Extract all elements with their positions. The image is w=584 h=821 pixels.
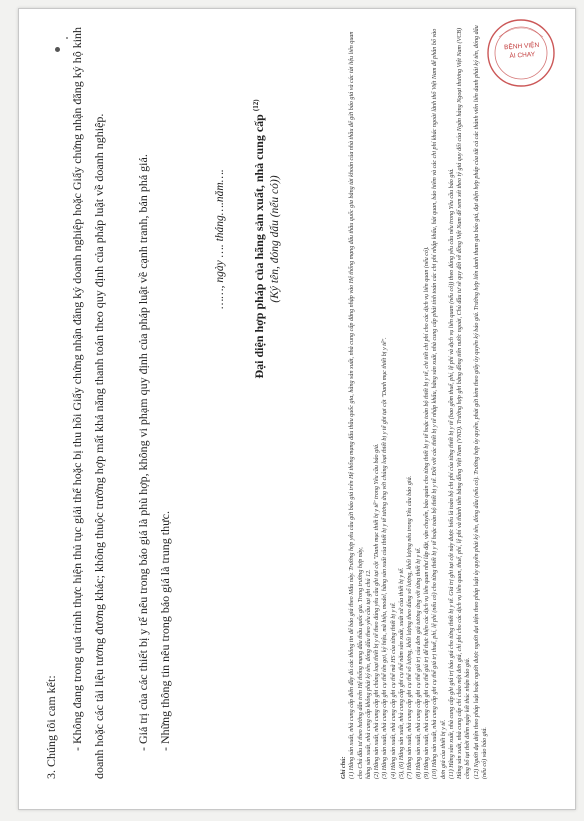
note-item: (2) Hãng sản xuất, nhà cung cấp ghi chủng loại thiết bị y tế theo đúng yêu cầu ghi tại cột "Danh mục thiết bị y tế" trong Yêu cầu báo giá. [374, 443, 381, 779]
stamp-line: ÀI CHAY [509, 51, 536, 60]
signature-title-text: Đại diện hợp pháp của hãng sản xuất, nhà cung cấp [252, 114, 266, 379]
commitment-heading: 3. Chúng tôi cam kết: [44, 675, 58, 779]
commitment-item: - Không đang trong quá trình thực hiện thủ tục giải thể hoặc bị thu hồi Giấy chứng nhận đăng ký doanh nghiệp hoặc Giấy chứng nhận đăng ký hộ kinh doanh hoặc các tài liệu tương đương khác; không thuộc trường hợp mất khả năng thanh toán theo quy định của pháp luật về doanh nghiệp. [70, 26, 106, 779]
note-item: (12) Người đại diện theo pháp luật hoặc người được người đại diện theo pháp luật ủy quyền phải ký tên, đóng dấu (nếu có). Trường hợp ủy quyền, phải gửi kèm theo giấy ủy quyền ký báo giá. Trường hợp liên danh tham gia báo giá, đại diện hợp pháp của tất cả các thành viên liên danh phải ký tên, đóng dấu (nếu có) vào báo giá. [473, 25, 489, 779]
note-item: (7) Hãng sản xuất, nhà cung cấp ghi cụ thể số lượng, khối lượng theo đúng số lượng, khối lượng nêu trong Yêu cầu báo giá. [407, 475, 414, 779]
note-item: (3) Hãng sản xuất, nhà cung cấp ghi cụ thể tên gọi, ký hiệu, mã hiệu, model, hãng sản xuất của thiết bị y tế tương ứng với chủng loại thiết bị y tế ghi tại cột "Danh mục thiết bị y tế". [382, 337, 389, 779]
signature-title [252, 74, 267, 404]
signature-block [214, 74, 281, 404]
note-item: (11) Hãng sản xuất, nhà cung cấp ghi giá trị báo giá cho từng thiết bị y tế. Giá trị ghi tại cột này được hiểu là toàn bộ chi phí của từng thiết bị y tế (bao gồm thuế, phí, lệ phí và dịch vụ liên quan (nếu có)) theo đúng yêu cầu nêu trong Yêu cầu báo giá. [448, 168, 455, 779]
note-item: (10) Hãng sản xuất, nhà cung cấp ghi cụ thể giá trị thuế, phí, lệ phí (nếu có) cho từng thiết bị y tế hoặc toàn bộ thiết bị y tế. Đối với các thiết bị y tế nhập khẩu, hãng sản xuất, nhà cung cấp phải tính toán các chi phí nhập khẩu, hải quan, bảo hiểm và các chi phí khác ngoài lãnh thổ Việt Nam để phân bổ vào đơn giá của thiết bị y tế. [432, 28, 447, 779]
note-item: (5), (6) Hãng sản xuất, nhà cung cấp ghi cụ thể năm sản xuất, xuất xứ của thiết bị y tế. [399, 567, 406, 779]
note-item: Hãng sản xuất, nhà cung cấp chỉ chào một đơn giá, chỉ phí cho các dịch vụ liên quan, thuế, phí, lệ phí và thành tiền bằng đồng Việt Nam (VND). Trường hợp ghi bằng đồng tiền nước ngoài, Chủ đầu tư sẽ quy đổi về đồng Việt Nam để xem xét theo tỷ giá quy đổi của Ngân hàng Ngoại thương Việt Nam (VCB) công bố tại thời điểm ngày kết thúc nhận báo giá. [457, 27, 472, 779]
note-item: (9) Hãng sản xuất, nhà cung cấp ghi cụ thể giá trị để thực hiện các dịch vụ liên quan như lắp đặt, vận chuyển, bảo quản cho từng thiết bị y tế hoặc toàn bộ thiết bị y tế, chi tiết chi phí cho các dịch vụ liên quan (nếu có). [423, 246, 430, 779]
note-item: (8) Hãng sản xuất, nhà cung cấp ghi cụ thể giá trị của đơn giá tương ứng với từng thiết bị y tế. [415, 547, 422, 779]
document-page [18, 8, 576, 810]
note-item: (4) Hãng sản xuất, nhà cung cấp ghi cụ thể mã HS của từng thiết bị y tế. [390, 602, 397, 779]
note-item: hãng sản xuất, nhà cung cấp không phải ký tên, đóng dấu theo yêu cầu tại ghi chú 12. [365, 569, 372, 779]
rotated-content [24, 14, 570, 804]
commitment-item: - Những thông tin nêu trong báo giá là trung thực. [158, 511, 172, 751]
notes-title: Ghi chú: [341, 756, 347, 779]
stamp-line: BỆNH VIỆN [503, 41, 540, 52]
commitment-item: - Giá trị của các thiết bị y tế nêu trong báo giá là phù hợp, không vi phạm quy định của pháp luật về cạnh tranh, bán phá giá. [136, 154, 150, 751]
signature-subtitle: (Ký tên, đóng dấu (nếu có)) [269, 175, 281, 303]
signature-title-note: (12) [252, 99, 260, 112]
signature-date: ……, ngày …. tháng….năm…. [214, 169, 226, 309]
note-item: (1) Hãng sản xuất, nhà cung cấp điền đầy đủ các thông tin để báo giá theo Mẫu này. Trường hợp yêu cầu gửi báo giá trên Hệ thống mạng đấu thầu quốc gia, hãng sản xuất, nhà cung cấp đăng nhập vào Hệ thống mạng đấu thầu quốc gia bằng tài khoản của nhà thầu để gửi báo giá và các tài liệu liên quan cho Chủ đầu tư theo hướng dẫn trên Hệ thống mạng đấu thầu quốc gia. Trong trường hợp này, [349, 31, 364, 779]
notes-section [340, 24, 489, 779]
